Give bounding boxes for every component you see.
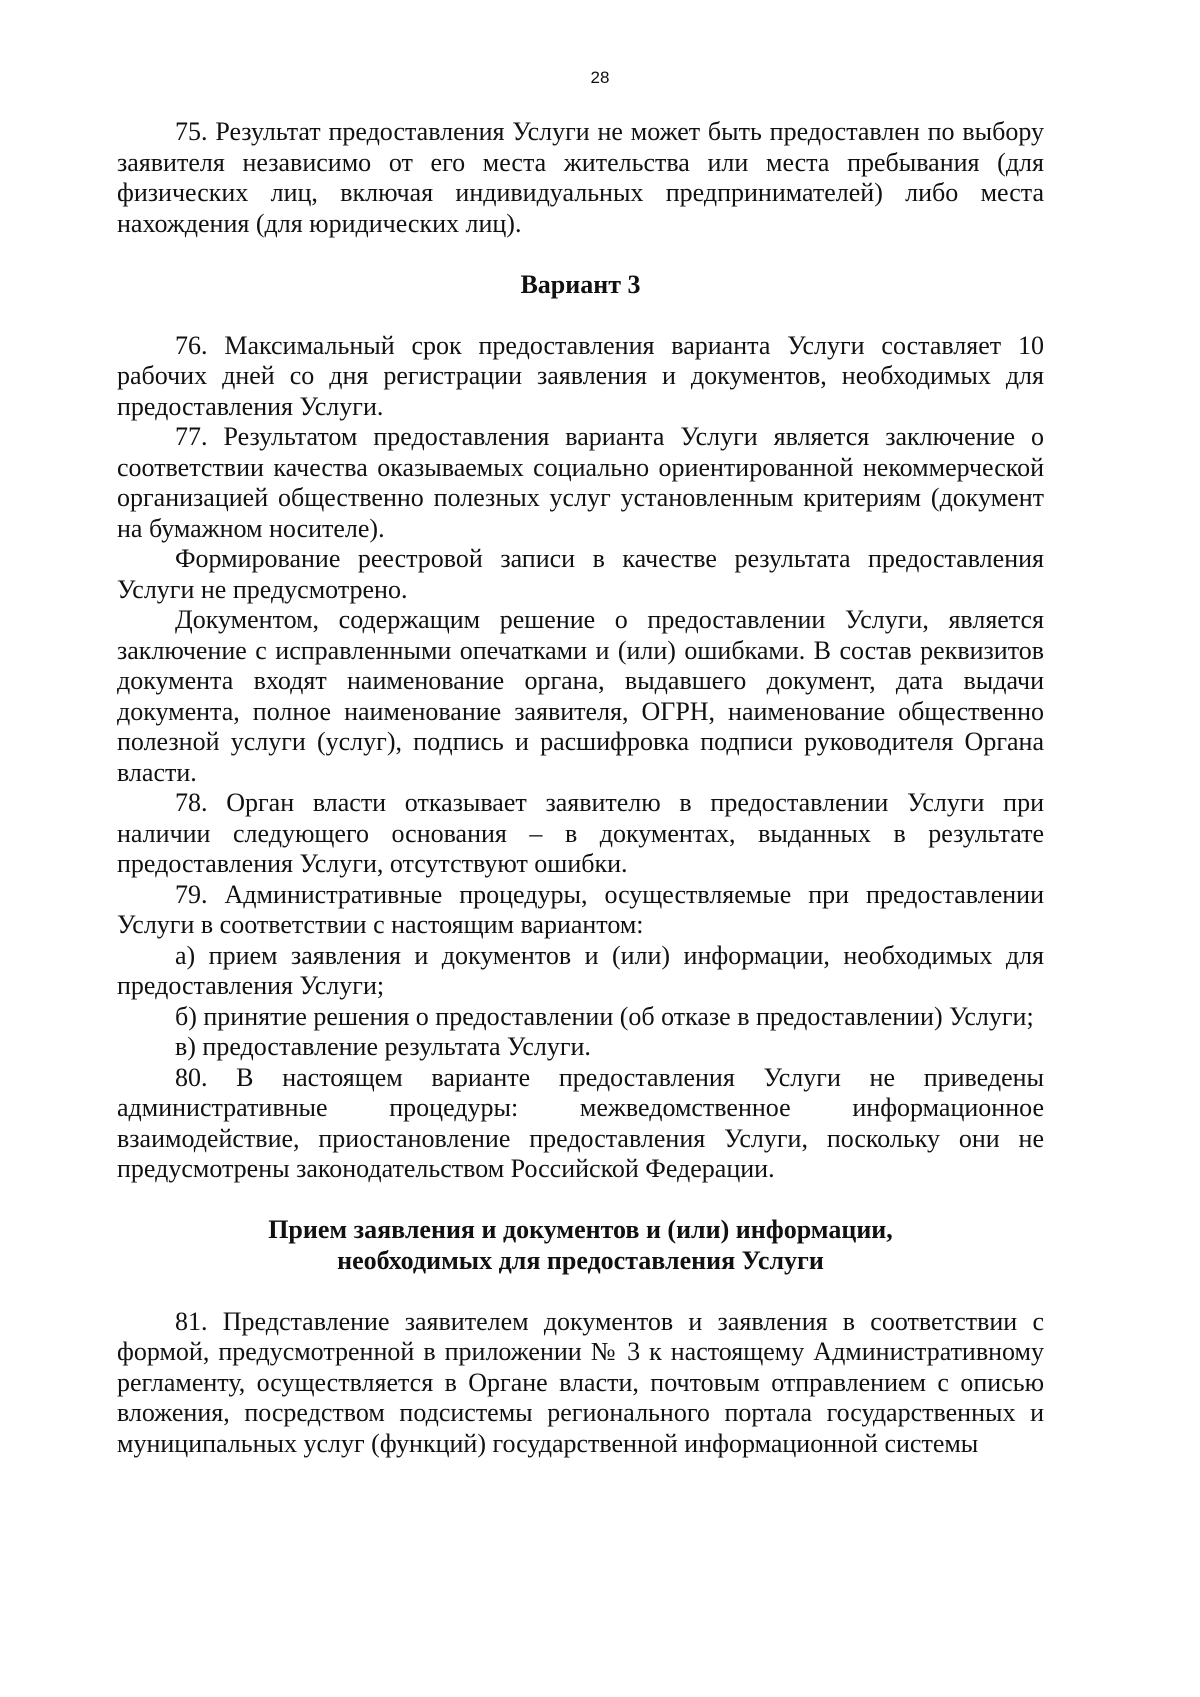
section-heading-reception-line-1: Прием заявления и документов и (или) информации, [268, 1215, 893, 1244]
section-heading-variant-3: Вариант 3 [520, 269, 641, 299]
paragraph-78: 78. Орган власти отказывает заявителю в предоставлении Услуги при наличии следующего основания – в документах, выданных в результате предоставления Услуги, отсутствуют ошибки. [117, 788, 1044, 878]
paragraph-81: 81. Представление заявителем документов и заявления в соответствии с формой, предусмотренной в приложении № 3 к настоящему Административному регламенту, осуществляется в Органе власти, почтовым отправлением с описью вложения, посредством подсистемы регионального портала государственных и муниципальных услуг (функций) государственной информационной системы [117, 1306, 1044, 1458]
paragraph-79-item-a: а) прием заявления и документов и (или) информации, необходимых для предоставления Услуги; [117, 940, 1044, 1000]
paragraph-77: 77. Результатом предоставления варианта Услуги является заключение о соответствии качества оказываемых социально ориентированной некоммерческой организацией общественно полезных услуг установленным критериям (документ на бумажном носителе). [117, 422, 1044, 543]
paragraph-76: 76. Максимальный срок предоставления варианта Услуги составляет 10 рабочих дней со дня регистрации заявления и документов, необходимых для предоставления Услуги. [117, 330, 1044, 421]
section-heading-reception-line-2: необходимых для предоставления Услуги [337, 1245, 824, 1275]
page-number: 28 [590, 68, 610, 87]
section-heading-reception [117, 1215, 1044, 1276]
paragraph-77-registry: Формирование реестровой записи в качестве результата предоставления Услуги не предусмотрено. [117, 544, 1044, 604]
paragraph-79-item-c: в) предоставление результата Услуги. [175, 1032, 591, 1061]
paragraph-80: 80. В настоящем варианте предоставления Услуги не приведены административные процедуры: межведомственное информационное взаимодействие, приостановление предоставления Услуги, поскольку они не предусмотрены законодательством Российской Федерации. [117, 1062, 1044, 1183]
paragraph-75: 75. Результат предоставления Услуги не может быть предоставлен по выбору заявителя независимо от его места жительства или места пребывания (для физических лиц, включая индивидуальных предпринимателей) либо места нахождения (для юридических лиц). [117, 117, 1044, 238]
document-body [117, 117, 1044, 1459]
paragraph-77-decision-document: Документом, содержащим решение о предоставлении Услуги, является заключение с исправленными опечатками и (или) ошибками. В состав реквизитов документа входят наименование органа, выдавшего документ, дата выдачи документа, полное наименование заявителя, ОГРН, наименование общественно полезной услуги (услуг), подпись и расшифровка подписи руководителя Органа власти. [117, 605, 1044, 787]
paragraph-79: 79. Административные процедуры, осуществляемые при предоставлении Услуги в соответствии с настоящим вариантом: [117, 879, 1044, 939]
paragraph-79-item-b: б) принятие решения о предоставлении (об отказе в предоставлении) Услуги; [175, 1001, 1034, 1031]
